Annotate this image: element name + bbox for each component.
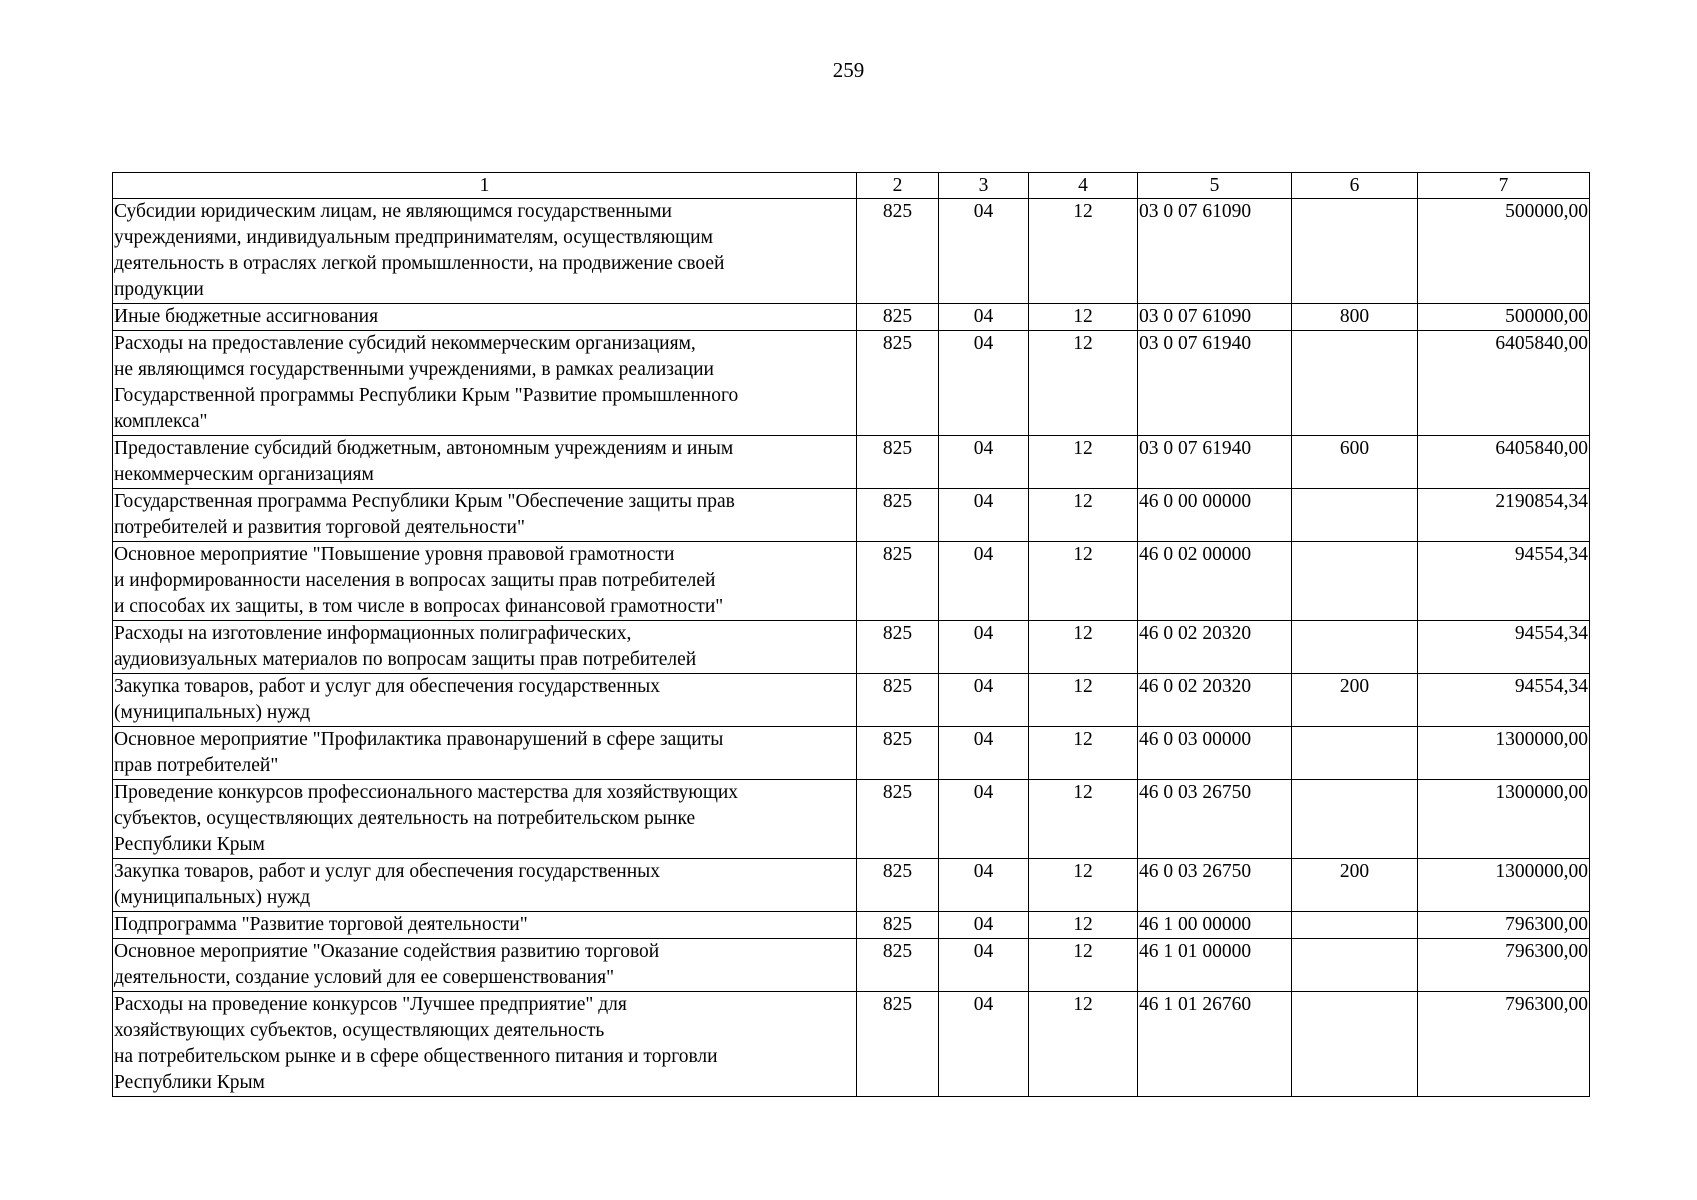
- item-name-cell: [113, 939, 857, 992]
- subsection-cell: 12: [1029, 199, 1138, 304]
- column-header: 7: [1418, 173, 1590, 199]
- amount-cell: 6405840,00: [1418, 331, 1590, 436]
- expense-type-cell: [1292, 780, 1418, 859]
- expense-type-cell: 200: [1292, 859, 1418, 912]
- admin-code-cell: 825: [857, 780, 939, 859]
- section-cell: 04: [939, 542, 1029, 621]
- section-cell: 04: [939, 436, 1029, 489]
- table-row: [113, 331, 1590, 436]
- target-article-cell: 46 0 02 20320: [1138, 674, 1292, 727]
- item-name-line: потребителей и развития торговой деятельности": [114, 517, 525, 538]
- item-name-line: некоммерческим организациям: [114, 464, 374, 485]
- item-name-line: деятельности, создание условий для ее совершенствования": [114, 967, 615, 988]
- target-article-cell: 46 0 00 00000: [1138, 489, 1292, 542]
- table-row: [113, 674, 1590, 727]
- item-name-line: Республики Крым: [114, 834, 265, 855]
- table-row: [113, 199, 1590, 304]
- target-article-cell: 03 0 07 61940: [1138, 436, 1292, 489]
- amount-cell: 796300,00: [1418, 912, 1590, 939]
- item-name-line: Проведение конкурсов профессионального мастерства для хозяйствующих: [114, 782, 739, 803]
- amount-cell: 94554,34: [1418, 621, 1590, 674]
- target-article-cell: 03 0 07 61940: [1138, 331, 1292, 436]
- table-row: [113, 621, 1590, 674]
- section-cell: 04: [939, 727, 1029, 780]
- item-name-cell: [113, 992, 857, 1097]
- amount-cell: 6405840,00: [1418, 436, 1590, 489]
- table-row: [113, 489, 1590, 542]
- admin-code-cell: 825: [857, 542, 939, 621]
- expense-type-cell: [1292, 621, 1418, 674]
- expense-type-cell: 800: [1292, 304, 1418, 331]
- expense-type-cell: [1292, 727, 1418, 780]
- subsection-cell: 12: [1029, 436, 1138, 489]
- table-row: [113, 727, 1590, 780]
- amount-cell: 94554,34: [1418, 674, 1590, 727]
- admin-code-cell: 825: [857, 436, 939, 489]
- table-row: [113, 992, 1590, 1097]
- item-name-cell: [113, 542, 857, 621]
- target-article-cell: 46 0 03 26750: [1138, 780, 1292, 859]
- item-name-line: хозяйствующих субъектов, осуществляющих деятельность: [114, 1020, 605, 1041]
- expense-type-cell: [1292, 542, 1418, 621]
- table-row: [113, 304, 1590, 331]
- admin-code-cell: 825: [857, 727, 939, 780]
- target-article-cell: 46 0 03 26750: [1138, 859, 1292, 912]
- section-cell: 04: [939, 304, 1029, 331]
- expense-type-cell: [1292, 912, 1418, 939]
- item-name-cell: [113, 674, 857, 727]
- item-name-line: Основное мероприятие "Профилактика правонарушений в сфере защиты: [114, 729, 724, 750]
- column-header: 6: [1292, 173, 1418, 199]
- target-article-cell: 46 1 01 00000: [1138, 939, 1292, 992]
- subsection-cell: 12: [1029, 939, 1138, 992]
- table-row: [113, 859, 1590, 912]
- section-cell: 04: [939, 912, 1029, 939]
- item-name-line: прав потребителей": [114, 755, 279, 776]
- item-name-cell: [113, 436, 857, 489]
- subsection-cell: 12: [1029, 859, 1138, 912]
- admin-code-cell: 825: [857, 331, 939, 436]
- admin-code-cell: 825: [857, 674, 939, 727]
- item-name-line: Расходы на предоставление субсидий некоммерческим организациям,: [114, 333, 696, 354]
- section-cell: 04: [939, 859, 1029, 912]
- page-number: 259: [832, 58, 865, 82]
- item-name-line: деятельность в отраслях легкой промышленности, на продвижение своей: [114, 253, 725, 274]
- subsection-cell: 12: [1029, 780, 1138, 859]
- item-name-line: продукции: [114, 279, 204, 300]
- amount-cell: 500000,00: [1418, 304, 1590, 331]
- amount-cell: 500000,00: [1418, 199, 1590, 304]
- target-article-cell: 46 1 01 26760: [1138, 992, 1292, 1097]
- section-cell: 04: [939, 939, 1029, 992]
- item-name-line: Государственной программы Республики Крым "Развитие промышленного: [114, 385, 739, 406]
- target-article-cell: 03 0 07 61090: [1138, 199, 1292, 304]
- column-header: 5: [1138, 173, 1292, 199]
- expense-type-cell: [1292, 331, 1418, 436]
- column-header: 3: [939, 173, 1029, 199]
- amount-cell: 796300,00: [1418, 939, 1590, 992]
- admin-code-cell: 825: [857, 199, 939, 304]
- item-name-cell: [113, 912, 857, 939]
- budget-table: [112, 172, 1590, 1097]
- item-name-line: Субсидии юридическим лицам, не являющимся государственными: [114, 201, 672, 222]
- subsection-cell: 12: [1029, 727, 1138, 780]
- table-row: [113, 912, 1590, 939]
- item-name-line: Основное мероприятие "Оказание содействия развитию торговой: [114, 941, 660, 962]
- item-name-cell: [113, 304, 857, 331]
- amount-cell: 1300000,00: [1418, 859, 1590, 912]
- admin-code-cell: 825: [857, 489, 939, 542]
- table-body: [113, 199, 1590, 1097]
- item-name-line: Закупка товаров, работ и услуг для обеспечения государственных: [114, 861, 661, 882]
- amount-cell: 1300000,00: [1418, 727, 1590, 780]
- subsection-cell: 12: [1029, 621, 1138, 674]
- admin-code-cell: 825: [857, 992, 939, 1097]
- item-name-line: на потребительском рынке и в сфере общественного питания и торговли: [114, 1046, 718, 1067]
- column-header: 2: [857, 173, 939, 199]
- item-name-cell: [113, 621, 857, 674]
- expense-type-cell: [1292, 489, 1418, 542]
- subsection-cell: 12: [1029, 331, 1138, 436]
- expense-type-cell: [1292, 939, 1418, 992]
- section-cell: 04: [939, 780, 1029, 859]
- expense-type-cell: 200: [1292, 674, 1418, 727]
- table-row: [113, 436, 1590, 489]
- subsection-cell: 12: [1029, 489, 1138, 542]
- subsection-cell: 12: [1029, 304, 1138, 331]
- admin-code-cell: 825: [857, 939, 939, 992]
- item-name-line: (муниципальных) нужд: [114, 887, 311, 908]
- item-name-line: Закупка товаров, работ и услуг для обеспечения государственных: [114, 676, 661, 697]
- item-name-cell: [113, 780, 857, 859]
- item-name-line: аудиовизуальных материалов по вопросам защиты прав потребителей: [114, 649, 697, 670]
- target-article-cell: 03 0 07 61090: [1138, 304, 1292, 331]
- target-article-cell: 46 1 00 00000: [1138, 912, 1292, 939]
- section-cell: 04: [939, 489, 1029, 542]
- subsection-cell: 12: [1029, 542, 1138, 621]
- subsection-cell: 12: [1029, 674, 1138, 727]
- section-cell: 04: [939, 621, 1029, 674]
- item-name-line: Республики Крым: [114, 1072, 265, 1093]
- column-header: 4: [1029, 173, 1138, 199]
- subsection-cell: 12: [1029, 992, 1138, 1097]
- item-name-cell: [113, 859, 857, 912]
- expense-type-cell: 600: [1292, 436, 1418, 489]
- table-row: [113, 542, 1590, 621]
- item-name-line: не являющимся государственными учреждениями, в рамках реализации: [114, 359, 714, 380]
- admin-code-cell: 825: [857, 304, 939, 331]
- item-name-line: Основное мероприятие "Повышение уровня правовой грамотности: [114, 544, 675, 565]
- target-article-cell: 46 0 02 20320: [1138, 621, 1292, 674]
- amount-cell: 796300,00: [1418, 992, 1590, 1097]
- amount-cell: 2190854,34: [1418, 489, 1590, 542]
- item-name-line: Подпрограмма "Развитие торговой деятельности": [114, 914, 528, 935]
- section-cell: 04: [939, 674, 1029, 727]
- item-name-line: и способах их защиты, в том числе в вопросах финансовой грамотности": [114, 596, 724, 617]
- admin-code-cell: 825: [857, 621, 939, 674]
- amount-cell: 94554,34: [1418, 542, 1590, 621]
- table-row: [113, 780, 1590, 859]
- item-name-cell: [113, 199, 857, 304]
- item-name-line: Предоставление субсидий бюджетным, автономным учреждениям и иным: [114, 438, 734, 459]
- item-name-line: и информированности населения в вопросах защиты прав потребителей: [114, 570, 716, 591]
- item-name-line: Расходы на проведение конкурсов "Лучшее предприятие" для: [114, 994, 627, 1015]
- table-row: [113, 939, 1590, 992]
- section-cell: 04: [939, 199, 1029, 304]
- item-name-line: комплекса": [114, 411, 208, 432]
- item-name-cell: [113, 489, 857, 542]
- item-name-line: Расходы на изготовление информационных полиграфических,: [114, 623, 632, 644]
- target-article-cell: 46 0 03 00000: [1138, 727, 1292, 780]
- section-cell: 04: [939, 992, 1029, 1097]
- expense-type-cell: [1292, 199, 1418, 304]
- admin-code-cell: 825: [857, 912, 939, 939]
- item-name-line: (муниципальных) нужд: [114, 702, 311, 723]
- item-name-cell: [113, 331, 857, 436]
- item-name-line: субъектов, осуществляющих деятельность на потребительском рынке: [114, 808, 696, 829]
- section-cell: 04: [939, 331, 1029, 436]
- expense-type-cell: [1292, 992, 1418, 1097]
- header-row: [113, 173, 1590, 199]
- item-name-cell: [113, 727, 857, 780]
- admin-code-cell: 825: [857, 859, 939, 912]
- item-name-line: учреждениями, индивидуальным предпринимателям, осуществляющим: [114, 227, 713, 248]
- subsection-cell: 12: [1029, 912, 1138, 939]
- target-article-cell: 46 0 02 00000: [1138, 542, 1292, 621]
- amount-cell: 1300000,00: [1418, 780, 1590, 859]
- column-header: 1: [113, 173, 857, 199]
- item-name-line: Иные бюджетные ассигнования: [114, 306, 379, 327]
- item-name-line: Государственная программа Республики Крым "Обеспечение защиты прав: [114, 491, 735, 512]
